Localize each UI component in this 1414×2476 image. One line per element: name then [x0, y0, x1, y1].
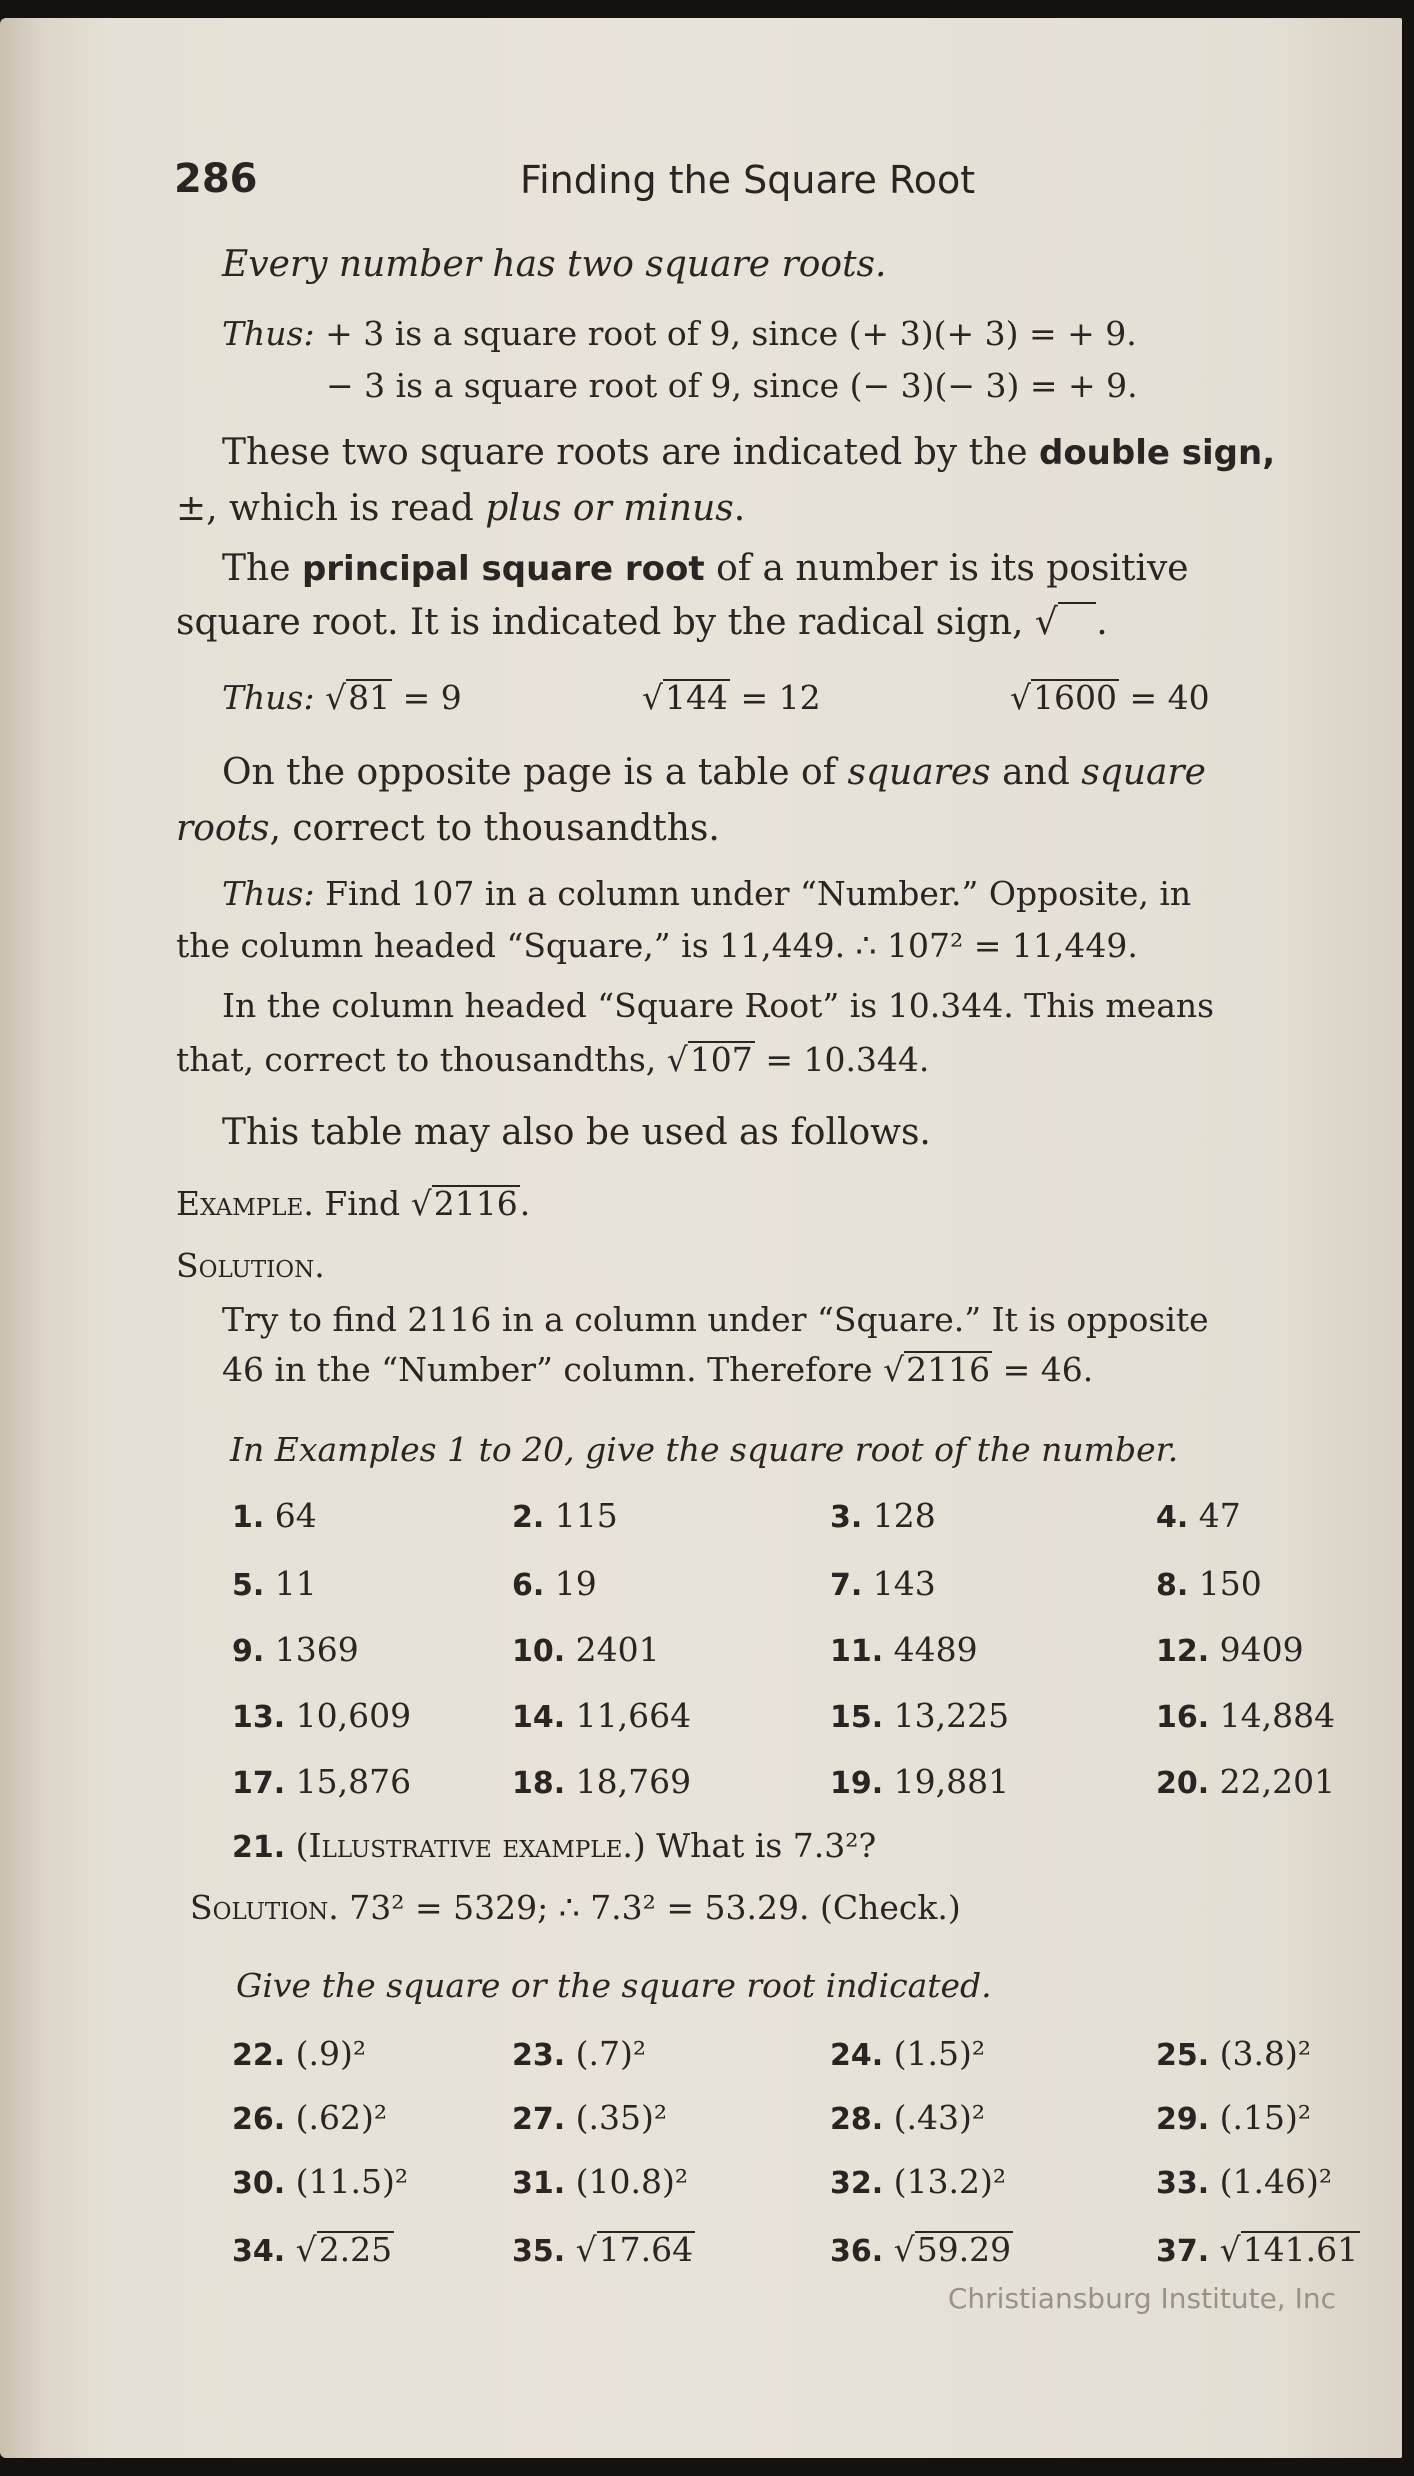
exercise-number: 30.: [232, 2166, 286, 2201]
exercise-item: [1156, 2034, 1311, 2073]
exercise-item: [1156, 1696, 1335, 1735]
text-span: square root. It is indicated by the radical sign,: [176, 602, 1024, 643]
exercise-number: 32.: [830, 2166, 884, 2201]
exercise-item: [830, 2098, 985, 2137]
exercise-number: 13.: [232, 1700, 286, 1735]
exercise-item: [512, 2098, 667, 2137]
exercise-value: 19,881: [893, 1762, 1010, 1801]
exercise-item: [512, 1696, 691, 1735]
exercise-number: 16.: [1156, 1700, 1210, 1735]
radical: √2.25: [295, 2230, 393, 2269]
exercise-number: 35.: [512, 2234, 566, 2269]
lookup-line-1: [222, 874, 1191, 913]
radicand: 2116: [906, 1350, 991, 1389]
exercise-item: [512, 1496, 618, 1535]
roots-term: roots: [176, 808, 270, 849]
exercise-number: 22.: [232, 2038, 286, 2073]
exercise-item: [232, 1696, 411, 1735]
exercise-value: (.35)²: [575, 2098, 668, 2137]
illustrative-solution: [190, 1888, 961, 1927]
illustrative-line: [232, 1826, 876, 1865]
exercise-number: 14.: [512, 1700, 566, 1735]
text-span: of a number is its positive: [704, 548, 1189, 589]
radical-sign: √: [1035, 602, 1096, 643]
radical: √141.61: [1219, 2230, 1359, 2269]
radical-example-2: √144 = 12: [642, 678, 821, 717]
text-span: The: [222, 548, 302, 589]
text-span: and: [990, 752, 1082, 793]
exercise-value: (1.46)²: [1219, 2162, 1333, 2201]
exercise-value: 1369: [274, 1630, 359, 1669]
exercise-value: (10.8)²: [575, 2162, 689, 2201]
exercise-number: 1.: [232, 1500, 265, 1535]
exercise-value: 13,225: [893, 1696, 1010, 1735]
exercise-item: [830, 1564, 936, 1603]
exercise-value: (13.2)²: [893, 2162, 1007, 2201]
radical: √59.29: [893, 2230, 1012, 2269]
exercise-number: 5.: [232, 1568, 265, 1603]
exercise-value: 10,609: [295, 1696, 412, 1735]
principal-term: principal square root: [301, 549, 705, 589]
exercise-value: 4489: [893, 1630, 978, 1669]
text-span: Find 107 in a column under “Number.” Opposite, in: [325, 874, 1192, 913]
exercise-value: 15,876: [295, 1762, 412, 1801]
exercise-number: 8.: [1156, 1568, 1189, 1603]
exercise-item: [512, 1630, 660, 1669]
exercise-value: (.43)²: [893, 2098, 986, 2137]
exercise-value: 2401: [575, 1630, 660, 1669]
radicand: 107: [689, 1040, 753, 1079]
exercise-item: [232, 1630, 359, 1669]
text-span: = 46.: [1002, 1350, 1094, 1389]
text-span: , correct to thousandths.: [269, 808, 720, 849]
watermark: Christiansburg Institute, Inc: [947, 2282, 1336, 2315]
exercise-item: [512, 2034, 646, 2073]
exercise-item: [512, 1564, 597, 1603]
thus-label: Thus:: [222, 314, 315, 353]
exercise-number: 7.: [830, 1568, 863, 1603]
radicand: 59.29: [916, 2230, 1012, 2269]
exercise-value: 64: [274, 1496, 317, 1535]
radical-example-3: √1600 = 40: [1010, 678, 1210, 717]
exercise-value: 19: [554, 1564, 597, 1603]
example-label: Example.: [176, 1184, 314, 1223]
book-page: [0, 18, 1402, 2458]
example-line: Example. Find √2116.: [176, 1184, 531, 1223]
exercise-number: 10.: [512, 1634, 566, 1669]
intro-line-1: [222, 314, 1137, 353]
exercise-value: 128: [872, 1496, 936, 1535]
intro-statement: Every number has two square roots.: [222, 244, 887, 285]
exercise-value: 47: [1198, 1496, 1241, 1535]
principal-line-2: [176, 602, 1108, 643]
exercise-value: (.15)²: [1219, 2098, 1312, 2137]
also-text: This table may also be used as follows.: [222, 1112, 931, 1153]
radicand: 141.61: [1242, 2230, 1359, 2269]
exercise-value: 150: [1198, 1564, 1262, 1603]
intro-line-1-text: + 3 is a square root of 9, since (+ 3)(+ 3) = + 9.: [325, 314, 1137, 353]
exercise-number: 9.: [232, 1634, 265, 1669]
exercise-value: (11.5)²: [295, 2162, 409, 2201]
exercise-item: [1156, 1564, 1262, 1603]
radical: √17.64: [575, 2230, 694, 2269]
text-span: These two square roots are indicated by the: [222, 432, 1039, 473]
exercise-item: [1156, 2162, 1332, 2201]
exercise-item: [830, 1496, 936, 1535]
solution-line-1: Try to find 2116 in a column under “Square.” It is opposite: [222, 1300, 1209, 1339]
exercise-value: (1.5)²: [893, 2034, 986, 2073]
page-number: 286: [174, 156, 258, 202]
exercise-item: [1156, 2098, 1311, 2137]
exercise-number: 17.: [232, 1766, 286, 1801]
text-span: that, correct to thousandths,: [176, 1040, 657, 1079]
exercise-value: 18,769: [575, 1762, 692, 1801]
exercise-number: 27.: [512, 2102, 566, 2137]
text-span: 73² = 5329; ∴ 7.3² = 53.29. (Check.): [349, 1888, 961, 1927]
text-span: ) What is 7.3²?: [632, 1826, 877, 1865]
intro-line-2: − 3 is a square root of 9, since (− 3)(− 3) = + 9.: [326, 366, 1138, 405]
text-span: ±, which is read: [176, 488, 486, 529]
exercise-number: 24.: [830, 2038, 884, 2073]
squares-term: squares: [847, 752, 991, 793]
exercise-value: 115: [554, 1496, 618, 1535]
exercise-item: [830, 1630, 978, 1669]
exercise-value: (.62)²: [295, 2098, 388, 2137]
exercise-item: [830, 1762, 1009, 1801]
page-title: Finding the Square Root: [520, 158, 976, 202]
exercise-number: 20.: [1156, 1766, 1210, 1801]
square-term: square: [1081, 752, 1206, 793]
exercise-item: [232, 2098, 387, 2137]
exercise-number: 31.: [512, 2166, 566, 2201]
exercise-item: [830, 1696, 1009, 1735]
double-sign-line-1: [222, 432, 1275, 473]
text-span: 46 in the “Number” column. Therefore: [222, 1350, 873, 1389]
thus-label: Thus:: [222, 874, 315, 913]
text-span: (: [295, 1826, 309, 1865]
exercise-item: [512, 2230, 695, 2269]
thus-label: Thus:: [222, 678, 315, 717]
lookup-line-3: In the column headed “Square Root” is 10.344. This means: [222, 986, 1215, 1025]
text-span: .: [1096, 602, 1108, 643]
result: = 12: [740, 678, 821, 717]
exercise-number: 23.: [512, 2038, 566, 2073]
radicand: 144: [665, 678, 729, 717]
exercise-item: [1156, 2230, 1360, 2269]
text-span: = 10.344.: [765, 1040, 930, 1079]
exercise-item: [830, 2162, 1006, 2201]
exercise-number: 2.: [512, 1500, 545, 1535]
exercise-number: 15.: [830, 1700, 884, 1735]
exercise-item: [232, 2034, 366, 2073]
plus-or-minus: plus or minus: [485, 488, 734, 529]
solution-line-2: 46 in the “Number” column. Therefore √2116 = 46.: [222, 1350, 1094, 1389]
exercise-number: 25.: [1156, 2038, 1210, 2073]
exercise-number: 26.: [232, 2102, 286, 2137]
exercise-item: [232, 1496, 317, 1535]
exercise-value: 11: [274, 1564, 317, 1603]
exercise-value: (3.8)²: [1219, 2034, 1312, 2073]
exercise-item: [232, 2162, 408, 2201]
instructions-2: Give the square or the square root indicated.: [236, 1966, 992, 2005]
exercise-item: [1156, 1496, 1241, 1535]
lookup-line-4: that, correct to thousandths, √107 = 10.344.: [176, 1040, 930, 1079]
exercise-number: 4.: [1156, 1500, 1189, 1535]
radicand: 17.64: [598, 2230, 694, 2269]
table-note-line-2: [176, 808, 720, 849]
exercise-number: 19.: [830, 1766, 884, 1801]
exercise-number: 12.: [1156, 1634, 1210, 1669]
exercise-value: 11,664: [575, 1696, 692, 1735]
double-sign-term: double sign,: [1038, 433, 1276, 473]
result: = 9: [402, 678, 462, 717]
exercise-number: 33.: [1156, 2166, 1210, 2201]
radical-example-1: Thus: √81 = 9: [222, 678, 462, 717]
exercise-number: 29.: [1156, 2102, 1210, 2137]
exercise-number: 37.: [1156, 2234, 1210, 2269]
exercise-number: 6.: [512, 1568, 545, 1603]
exercise-value: 9409: [1219, 1630, 1304, 1669]
exercise-item: [232, 1564, 317, 1603]
exercise-item: [830, 2034, 985, 2073]
exercise-item: [1156, 1630, 1304, 1669]
exercise-number: 28.: [830, 2102, 884, 2137]
text-span: Find: [324, 1184, 401, 1223]
exercise-value: (.9)²: [295, 2034, 367, 2073]
exercise-number: 36.: [830, 2234, 884, 2269]
exercise-item: [830, 2230, 1013, 2269]
exercise-item: [232, 1762, 411, 1801]
exercise-number: 18.: [512, 1766, 566, 1801]
exercise-number: 3.: [830, 1500, 863, 1535]
exercise-item: [512, 1762, 691, 1801]
exercise-item: [232, 2230, 394, 2269]
exercise-item: [1156, 1762, 1335, 1801]
lookup-line-2: the column headed “Square,” is 11,449. ∴ 107² = 11,449.: [176, 926, 1138, 965]
radicand: 2.25: [318, 2230, 393, 2269]
exercise-value: 22,201: [1219, 1762, 1336, 1801]
exercise-value: (.7)²: [575, 2034, 647, 2073]
instructions-1: In Examples 1 to 20, give the square root of the number.: [230, 1430, 1179, 1469]
radicand: 1600: [1033, 678, 1118, 717]
exercise-number: 21.: [232, 1830, 286, 1865]
exercise-number: 34.: [232, 2234, 286, 2269]
text-span: .: [733, 488, 746, 529]
solution-label: Solution.: [176, 1246, 325, 1285]
exercise-value: 143: [872, 1564, 936, 1603]
text-span: On the opposite page is a table of: [222, 752, 848, 793]
table-note-line-1: [222, 752, 1206, 793]
solution-label: Solution.: [190, 1888, 339, 1927]
text-span: .: [519, 1184, 531, 1223]
double-sign-line-2: [176, 488, 745, 529]
radicand: 2116: [433, 1184, 518, 1223]
exercise-number: 11.: [830, 1634, 884, 1669]
illustrative-label: Illustrative example.: [308, 1826, 633, 1865]
exercise-value: 14,884: [1219, 1696, 1336, 1735]
exercise-item: [512, 2162, 688, 2201]
radicand: 81: [348, 678, 391, 717]
principal-line-1: [222, 548, 1189, 589]
result: = 40: [1129, 678, 1210, 717]
